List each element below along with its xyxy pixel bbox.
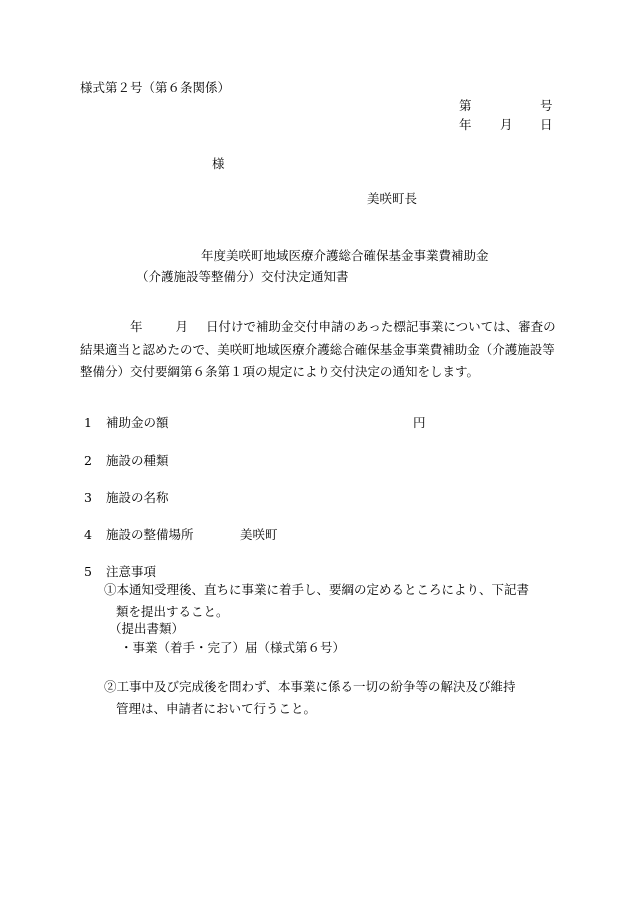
note-1-continuation: 類を提出すること。	[116, 604, 229, 619]
item-5-number: 5	[84, 564, 92, 579]
body-year: 年	[130, 319, 143, 334]
item-4-label: 施設の整備場所	[106, 527, 194, 542]
item-4-value: 美咲町	[240, 527, 278, 542]
body-paragraph	[80, 316, 560, 384]
item-3-number: 3	[84, 490, 92, 505]
doc-number-suffix: 号	[540, 98, 553, 113]
note-2-first-line: ②工事中及び完成後を問わず、本事業に係る一切の紛争等の解決及び維持	[104, 679, 516, 694]
item-1-unit: 円	[413, 415, 426, 430]
document-item: ・事業（着手・完了）届（様式第６号）	[120, 640, 346, 655]
note-2	[104, 676, 564, 720]
item-2-label: 施設の種類	[106, 453, 169, 468]
item-1-number: 1	[84, 415, 92, 430]
date-year: 年	[459, 117, 472, 132]
item-4-number: 4	[84, 527, 92, 542]
note-1-first-line: ①本通知受理後、直ちに事業に着手し、要綱の定めるところにより、下記書	[104, 582, 530, 597]
item-3-label: 施設の名称	[106, 490, 169, 505]
date-day: 日	[540, 117, 553, 132]
title-line-1: 年度美咲町地域医療介護総合確保基金事業費補助金	[201, 248, 489, 263]
doc-number-prefix: 第	[459, 98, 472, 113]
body-month: 月	[175, 319, 189, 334]
body-text: 日付けで補助金交付申請のあった標記事業については、審査の結果適当と認めたので、美咲町地域医療介護総合確保基金事業費補助金（介護施設等整備分）交付要綱第６条第１項の規定により交付決定の通知をします。	[80, 319, 556, 379]
form-number: 様式第２号（第６条関係）	[80, 80, 231, 95]
date-month: 月	[500, 117, 513, 132]
item-2-number: 2	[84, 453, 92, 468]
title-line-2: （介護施設等整備分）交付決定通知書	[136, 269, 349, 284]
addressee-suffix: 様	[212, 156, 225, 171]
sender: 美咲町長	[367, 191, 418, 206]
item-5-label: 注意事項	[106, 564, 157, 579]
item-1-label: 補助金の額	[106, 415, 169, 430]
note-1	[104, 579, 564, 623]
documents-heading: （提出書類）	[109, 621, 185, 636]
note-2-continuation: 管理は、申請者において行うこと。	[116, 701, 317, 716]
